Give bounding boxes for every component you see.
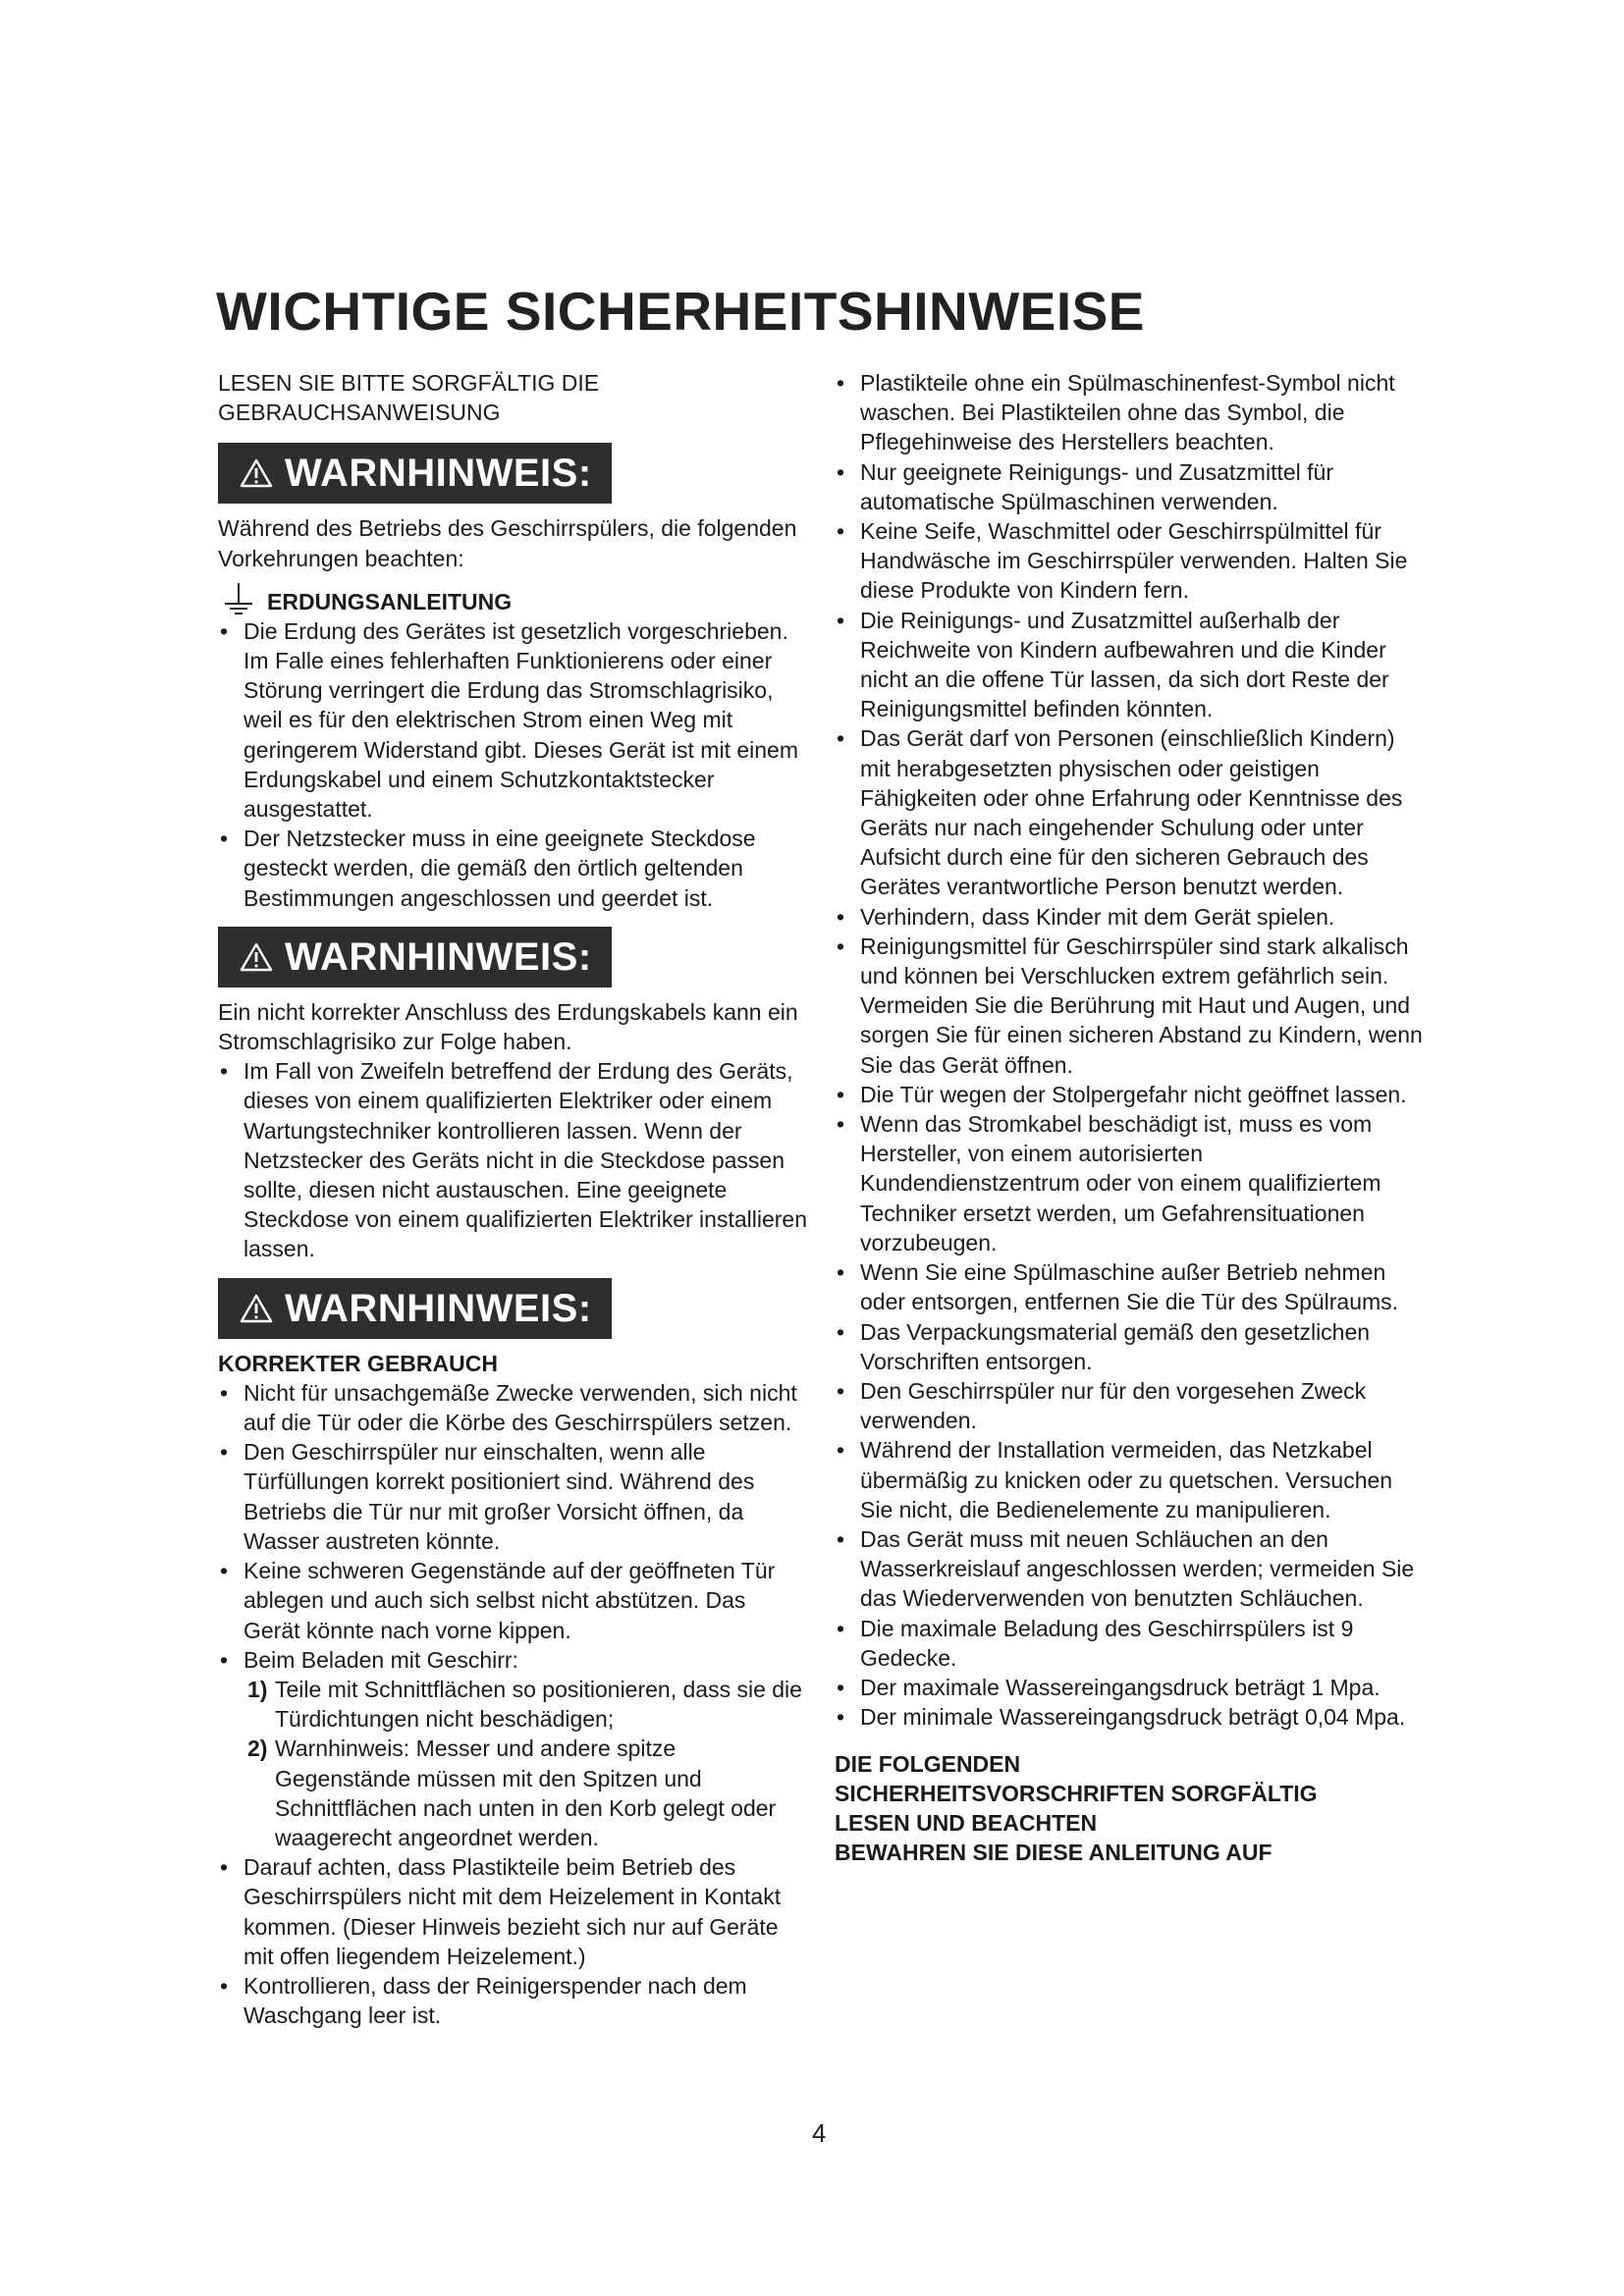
list-item: • Wenn Sie eine Spülmaschine außer Betrieb nehmen oder entsorgen, entfernen Sie die Tür des Spülraums.: [835, 1257, 1424, 1316]
warning-banner-3: [218, 1278, 612, 1339]
warning-banner-1: [218, 443, 612, 504]
warning-triangle-icon: [240, 942, 273, 972]
list-item: • Die maximale Beladung des Geschirrspülers ist 9 Gedecke.: [835, 1614, 1424, 1673]
page-title: WICHTIGE SICHERHEITSHINWEISE: [216, 281, 1145, 342]
sub-list: [244, 1675, 807, 1852]
list-item: • Keine Seife, Waschmittel oder Geschirrspülmittel für Handwäsche im Geschirrspüler verwenden. Halten Sie diese Produkte von Kindern fern.: [835, 516, 1424, 606]
list-item: • Während der Installation vermeiden, das Netzkabel übermäßig zu knicken oder zu quetschen. Versuchen Sie nicht, die Bedienelemente zu manipulieren.: [835, 1435, 1424, 1524]
sub-list-item: [247, 1734, 807, 1852]
section2-text: Ein nicht korrekter Anschluss des Erdungskabels kann ein Stromschlagrisiko zur Folge haben.: [218, 998, 798, 1055]
section1-list: [218, 616, 807, 913]
sub-item-text: Teile mit Schnittflächen so positionieren, dass sie die Türdichtungen nicht beschädigen;: [275, 1676, 802, 1733]
sub-item-number: 1): [247, 1676, 268, 1702]
sub-item-number: 2): [247, 1735, 268, 1762]
list-item: • Darauf achten, dass Plastikteile beim Betrieb des Geschirrspülers nicht mit dem Heizelement in Kontakt kommen. (Dieser Hinweis bezieht sich nur auf Geräte mit offen liegendem Heizelement.): [218, 1852, 807, 1971]
warning-label: WARNHINWEIS:: [285, 452, 592, 496]
list-item: • Die Reinigungs- und Zusatzmittel außerhalb der Reichweite von Kindern aufbewahren und die Kinder nicht an die offene Tür lassen, da sich dort Reste der Reinigungsmittel befinden könnten.: [835, 606, 1424, 724]
list-item: • Plastikteile ohne ein Spülmaschinenfest-Symbol nicht waschen. Bei Plastikteilen ohne das Symbol, die Pflegehinweise des Herstellers beachten.: [835, 368, 1424, 457]
section3-list: [218, 1378, 807, 2030]
section1-text: Während des Betriebs des Geschirrspülers, die folgenden Vorkehrungen beachten:: [218, 515, 797, 571]
warning-triangle-icon: [240, 1294, 273, 1323]
list-item: • Den Geschirrspüler nur für den vorgesehen Zweck verwenden.: [835, 1376, 1424, 1435]
final-notice-line: SICHERHEITSVORSCHRIFTEN SORGFÄLTIG: [835, 1781, 1318, 1807]
intro-text: LESEN SIE BITTE SORGFÄLTIG DIE GEBRAUCHSANWEISUNG: [218, 370, 600, 426]
ground-symbol-icon: [222, 583, 255, 616]
page-number: 4: [812, 2118, 827, 2148]
left-column: [218, 368, 807, 2030]
warning-triangle-icon: [240, 458, 273, 488]
list-item: • Reinigungsmittel für Geschirrspüler sind stark alkalisch und können bei Verschlucken extrem gefährlich sein. Vermeiden Sie die Berührung mit Haut und Augen, und sorgen Sie für einen sicheren Abstand zu Kindern, wenn Sie das Gerät öffnen.: [835, 932, 1424, 1080]
warning-label: WARNHINWEIS:: [285, 934, 592, 979]
list-item: • Im Fall von Zweifeln betreffend der Erdung des Geräts, dieses von einem qualifizierten Elektriker oder einem Wartungstechniker kontrollieren lassen. Wenn der Netzstecker des Geräts nicht in die Steckdose passen sollte, diesen nicht austauschen. Eine geeignete Steckdose von einem qualifizierten Elektriker installieren lassen.: [218, 1056, 807, 1263]
final-notice-line: DIE FOLGENDEN: [835, 1751, 1021, 1778]
sub-list-item: [247, 1675, 807, 1734]
list-item: • Das Gerät muss mit neuen Schläuchen an den Wasserkreislauf angeschlossen werden; vermeiden Sie das Wiederverwenden von benutzten Schläuchen.: [835, 1524, 1424, 1614]
grounding-heading-row: [218, 583, 807, 616]
final-notice: [835, 1749, 1424, 1867]
list-item: • Das Verpackungsmaterial gemäß den gesetzlichen Vorschriften entsorgen.: [835, 1317, 1424, 1376]
list-item: • Den Geschirrspüler nur einschalten, wenn alle Türfüllungen korrekt positioniert sind. Während des Betriebs die Tür nur mit großer Vorsicht öffnen, da Wasser austreten könnte.: [218, 1437, 807, 1556]
list-item: • Der minimale Wassereingangsdruck beträgt 0,04 Mpa.: [835, 1702, 1424, 1732]
list-item-text: Beim Beladen mit Geschirr:: [244, 1646, 518, 1673]
final-notice-line: BEWAHREN SIE DIESE ANLEITUNG AUF: [835, 1840, 1272, 1866]
list-item: • Das Gerät darf von Personen (einschließlich Kindern) mit herabgesetzten physischen oder geistigen Fähigkeiten oder ohne Erfahrung oder Kenntnisse des Geräts nur nach eingehender Schulung oder unter Aufsicht durch eine für den sicheren Gebrauch des Gerätes verantwortliche Person benutzt werden.: [835, 723, 1424, 901]
list-item: • Der maximale Wassereingangsdruck beträgt 1 Mpa.: [835, 1673, 1424, 1702]
list-item: • Keine schweren Gegenstände auf der geöffneten Tür ablegen und auch sich selbst nicht abstützen. Das Gerät könnte nach vorne kippen.: [218, 1556, 807, 1645]
list-item: • Der Netzstecker muss in eine geeignete Steckdose gesteckt werden, die gemäß den örtlich geltenden Bestimmungen angeschlossen und geerdet ist.: [218, 824, 807, 913]
list-item: • Nicht für unsachgemäße Zwecke verwenden, sich nicht auf die Tür oder die Körbe des Geschirrspülers setzen.: [218, 1378, 807, 1437]
sub-item-text: Warnhinweis: Messer und andere spitze Gegenstände müssen mit den Spitzen und Schnittflächen nach unten in den Korb gelegt oder waagerecht angeordnet werden.: [275, 1735, 777, 1850]
list-item: • Wenn das Stromkabel beschädigt ist, muss es vom Hersteller, von einem autorisierten Kundendienstzentrum oder von einem qualifiziertem Techniker ersetzt werden, um Gefahrensituationen vorzubeugen.: [835, 1109, 1424, 1257]
list-item: [218, 1645, 807, 1852]
list-item: • Nur geeignete Reinigungs- und Zusatzmittel für automatische Spülmaschinen verwenden.: [835, 457, 1424, 516]
grounding-heading: ERDUNGSANLEITUNG: [267, 588, 513, 614]
list-item: • Die Tür wegen der Stolpergefahr nicht geöffnet lassen.: [835, 1080, 1424, 1109]
list-item: • Kontrollieren, dass der Reinigerspender nach dem Waschgang leer ist.: [218, 1971, 807, 2030]
list-item: • Verhindern, dass Kinder mit dem Gerät spielen.: [835, 902, 1424, 932]
final-notice-line: LESEN UND BEACHTEN: [835, 1810, 1098, 1837]
list-item: • Die Erdung des Gerätes ist gesetzlich vorgeschrieben. Im Falle eines fehlerhaften Funktionierens oder einer Störung verringert die Erdung das Stromschlagrisiko, weil es für den elektrischen Strom einen Weg mit geringerem Widerstand gibt. Dieses Gerät ist mit einem Erdungskabel und einem Schutzkontaktstecker ausgestattet.: [218, 616, 807, 824]
right-list: [835, 368, 1424, 1732]
warning-label: WARNHINWEIS:: [285, 1286, 592, 1330]
warning-banner-2: [218, 927, 612, 988]
right-column: [835, 368, 1424, 1867]
section2-list: [218, 1056, 807, 1263]
section3-heading: KORREKTER GEBRAUCH: [218, 1350, 498, 1376]
